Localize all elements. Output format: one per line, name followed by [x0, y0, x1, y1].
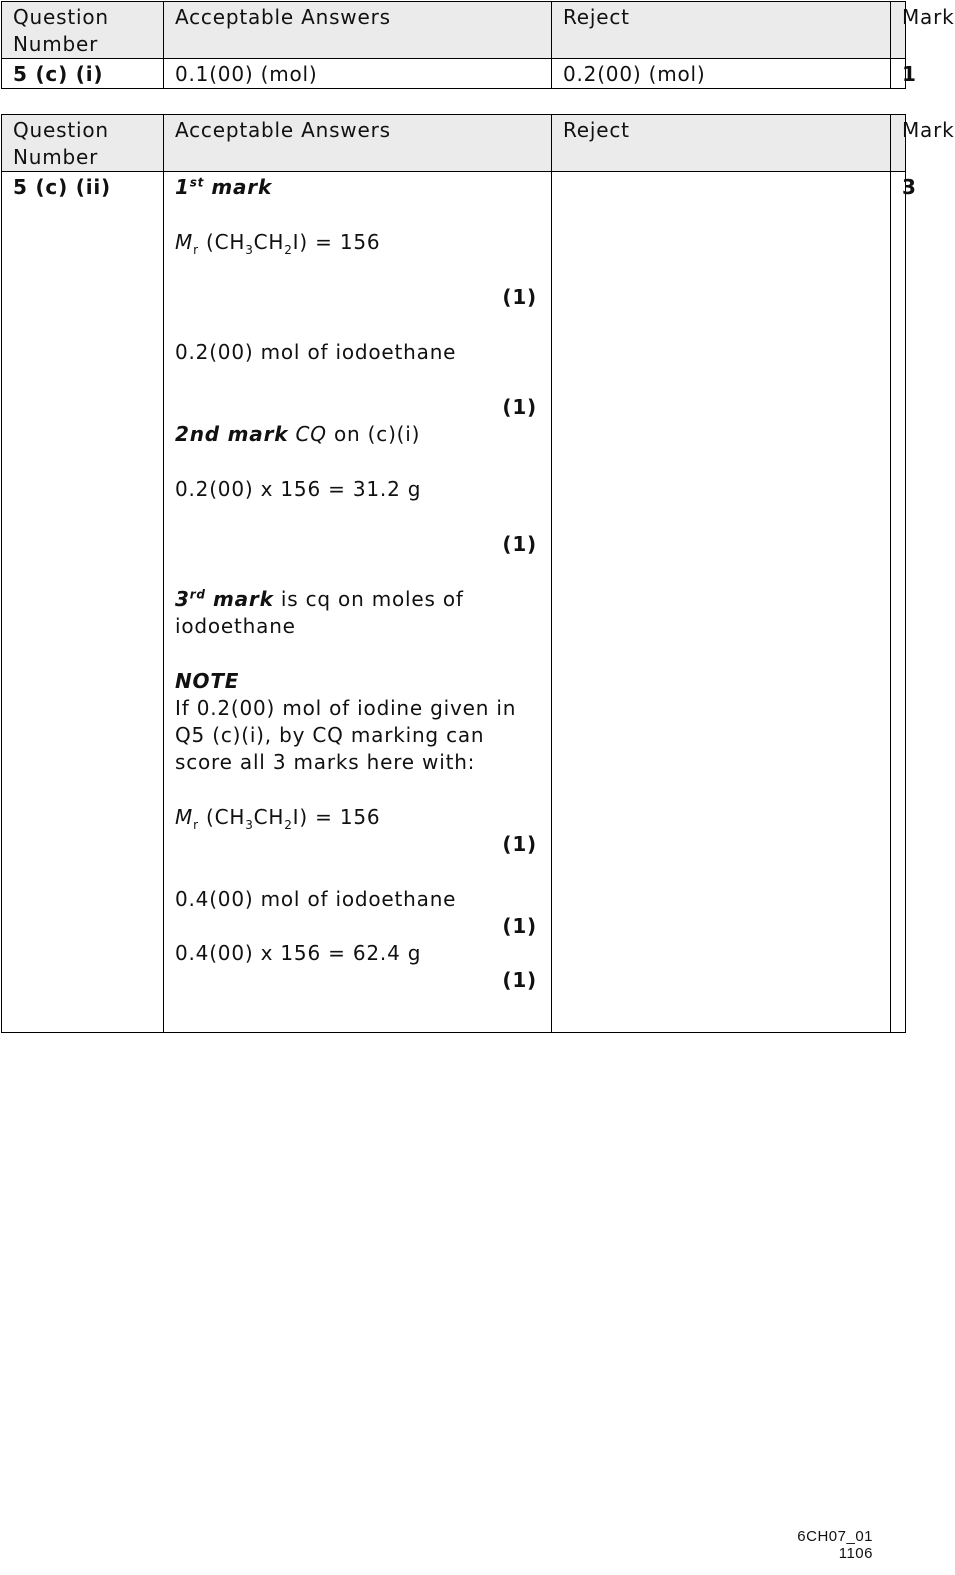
moles-iodoethane: 0.2(00) mol of iodoethane: [175, 340, 457, 364]
moles-iodoethane-alt: 0.4(00) mol of iodoethane: [175, 887, 457, 911]
mark-point: (1): [502, 285, 537, 309]
second-mark-heading: 2nd mark CQ on (c)(i): [175, 422, 421, 446]
header-question-number: Question Number: [2, 2, 164, 59]
table-header-row: [2, 2, 906, 59]
third-mark-heading: 3rd mark is cq on moles of iodoethane: [175, 587, 464, 638]
table-row: [2, 172, 906, 1033]
mark-value: 1: [891, 59, 906, 89]
page-footer: [797, 1528, 873, 1562]
paper-code: 6CH07_01: [797, 1528, 873, 1545]
header-reject: Reject: [552, 115, 891, 172]
acceptable-answers-cell: [164, 172, 552, 1033]
table-row: [2, 59, 906, 89]
header-acceptable-answers: Acceptable Answers: [164, 115, 552, 172]
mass-calculation: 0.2(00) x 156 = 31.2 g: [175, 477, 422, 501]
header-mark: Mark: [891, 115, 906, 172]
first-mark-heading: 1st mark: [175, 175, 273, 199]
note-heading: NOTE: [175, 669, 240, 693]
paper-date: 1106: [838, 1545, 873, 1562]
mark-value: 3: [891, 172, 906, 1033]
mark-point: (1): [502, 968, 537, 992]
question-number: 5 (c) (ii): [2, 172, 164, 1033]
mark-scheme-table-5cii: [1, 114, 955, 1033]
mass-calculation-alt: 0.4(00) x 156 = 62.4 g: [175, 941, 422, 965]
mr-equation: $M_r$ $(CH_3CH_2I) = 156$: [175, 805, 381, 832]
table-header-row: [2, 115, 906, 172]
mark-point: (1): [502, 832, 537, 856]
acceptable-answer: 0.1(00) (mol): [164, 59, 552, 89]
note-text: If 0.2(00) mol of iodine given in Q5 (c)(i), by CQ marking can score all 3 marks here with:: [175, 696, 517, 774]
mark-point: (1): [502, 914, 537, 938]
mr-equation: $M_r$ $(CH_3CH_2I) = 156$: [175, 230, 381, 257]
header-acceptable-answers: Acceptable Answers: [164, 2, 552, 59]
question-number: 5 (c) (i): [2, 59, 164, 89]
header-mark: Mark: [891, 2, 906, 59]
mark-scheme-table-5ci: [1, 1, 955, 89]
header-question-number: Question Number: [2, 115, 164, 172]
mark-point: (1): [502, 395, 537, 419]
header-reject: Reject: [552, 2, 891, 59]
reject-cell: [552, 172, 891, 1033]
reject-answer: 0.2(00) (mol): [552, 59, 891, 89]
mark-point: (1): [502, 532, 537, 556]
